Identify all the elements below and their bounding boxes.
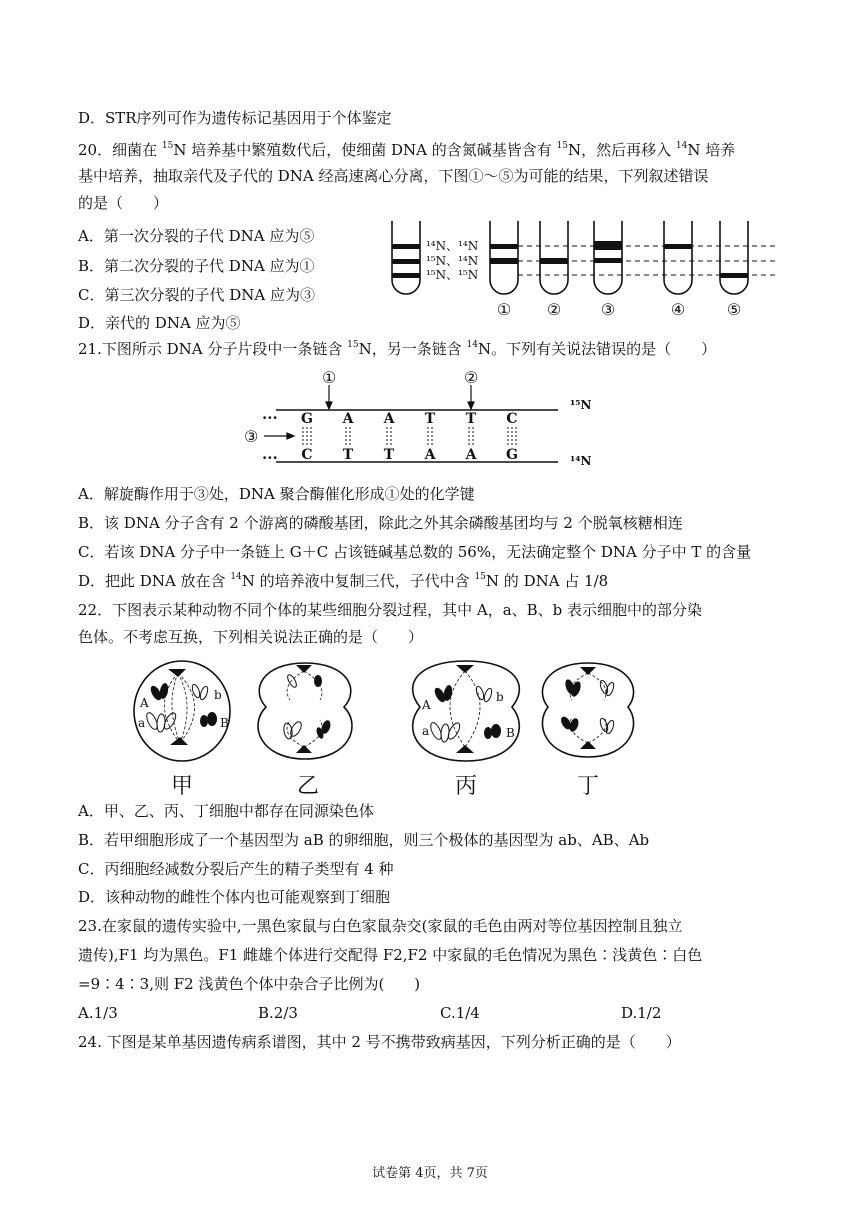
- top-base-4: T: [424, 411, 436, 427]
- dots-top: ···: [262, 409, 278, 427]
- cell-label-bing: 丙: [454, 774, 478, 799]
- gene-b: b: [496, 690, 504, 704]
- q22-option-a: A．甲、乙、丙、丁细胞中都存在同源染色体: [78, 802, 374, 820]
- q21-stem: 21.下图所示 DNA 分子片段中一条链含 $^{15}$N，另一条链含 $^{14}$N。下列有关说法错误的是（ ）: [78, 340, 717, 358]
- cell-yi: [258, 663, 352, 759]
- q19-option-d: D．STR序列可作为遗传标记基因用于个体鉴定: [78, 109, 392, 127]
- band-label-14-14: ¹⁴N、¹⁴N: [426, 239, 479, 253]
- top-base-6: C: [506, 411, 518, 427]
- gene-a: a: [138, 716, 146, 730]
- bottom-base-1: C: [301, 447, 313, 463]
- q23-option-a: A.1/3: [78, 1004, 118, 1022]
- q21-option-b: B．该 DNA 分子含有 2 个游离的磷酸基团，除此之外其余磷酸基团均与 2 个脱氧核糖相连: [78, 514, 683, 532]
- cell-label-jia: 甲: [170, 774, 194, 799]
- cell-ding: [542, 663, 633, 757]
- bottom-base-4: A: [424, 447, 436, 463]
- marker-1: ①: [322, 368, 337, 387]
- top-base-2: A: [342, 411, 354, 427]
- gene-b: b: [214, 688, 222, 702]
- gene-A: A: [140, 696, 149, 710]
- q24-stem: 24. 下图是某单基因遗传病系谱图，其中 2 号不携带致病基因，下列分析正确的是（ ）: [78, 1033, 681, 1051]
- q21-dna-figure: [240, 365, 620, 475]
- gene-B: B: [506, 726, 515, 740]
- tube-label-5: ⑤: [726, 300, 742, 319]
- q20-option-d: D．亲代的 DNA 应为⑤: [78, 314, 241, 332]
- q21-option-a: A．解旋酶作用于③处，DNA 聚合酶催化形成①处的化学键: [78, 485, 475, 503]
- bottom-base-5: A: [465, 447, 477, 463]
- gene-A: A: [422, 698, 431, 712]
- q20-option-b: B．第二次分裂的子代 DNA 应为①: [78, 257, 315, 275]
- q20-option-a: A．第一次分裂的子代 DNA 应为⑤: [78, 227, 315, 245]
- q20-centrifuge-figure: [380, 215, 780, 325]
- q23-option-d: D.1/2: [621, 1004, 662, 1022]
- strand-label-14n: ¹⁴N: [570, 454, 592, 468]
- tube-label-4: ④: [670, 300, 686, 319]
- gene-a: a: [422, 724, 430, 738]
- tube-label-3: ③: [600, 300, 616, 319]
- q22-cell-figure: [130, 655, 650, 800]
- bottom-base-3: T: [383, 447, 395, 463]
- q22-option-b: B．若甲细胞形成了一个基因型为 aB 的卵细胞，则三个极体的基因型为 ab、AB、Ab: [78, 831, 650, 849]
- bottom-base-2: T: [342, 447, 354, 463]
- q20-stem-line1: 20．细菌在 $^{15}$N 培养基中繁殖数代后，使细菌 DNA 的含氮碱基皆含有 $^{15}$N，然后再移入 $^{14}$N 培养: [78, 141, 736, 159]
- cell-jia: [134, 661, 230, 761]
- top-base-1: G: [301, 411, 313, 427]
- marker-2: ②: [464, 368, 479, 387]
- tube-label-1: ①: [496, 300, 512, 319]
- q22-stem-line2: 色体。不考虑互换，下列相关说法正确的是（ ）: [78, 628, 424, 646]
- q23-stem-line3: =9∶4∶3,则 F2 浅黄色个体中杂合子比例为( ): [78, 975, 421, 993]
- q22-option-d: D．该种动物的雌性个体内也可能观察到丁细胞: [78, 888, 391, 906]
- tube-label-2: ②: [546, 300, 562, 319]
- cell-label-yi: 乙: [296, 774, 320, 799]
- strand-label-15n: ¹⁵N: [570, 398, 592, 412]
- q20-option-c: C．第三次分裂的子代 DNA 应为③: [78, 286, 315, 304]
- q21-option-c: C．若该 DNA 分子中一条链上 G＋C 占该链碱基总数的 56%，无法确定整个 DNA 分子中 T 的含量: [78, 543, 752, 561]
- q22-stem-line1: 22．下图表示某种动物不同个体的某些细胞分裂过程，其中 A，a、B、b 表示细胞中的部分染: [78, 601, 703, 619]
- band-label-15-14: ¹⁵N、¹⁴N: [426, 254, 479, 268]
- page-footer: 试卷第 4页，共 7页: [372, 1166, 488, 1181]
- dots-bottom: ···: [262, 449, 278, 467]
- q23-option-b: B.2/3: [258, 1004, 298, 1022]
- q23-stem-line1: 23.在家鼠的遗传实验中,一黑色家鼠与白色家鼠杂交(家鼠的毛色由两对等位基因控制且独立: [78, 917, 683, 935]
- cell-label-ding: 丁: [576, 774, 600, 799]
- q23-stem-line2: 遗传),F1 均为黑色。F1 雌雄个体进行交配得 F2,F2 中家鼠的毛色情况为黑色∶浅黄色∶白色: [78, 946, 703, 964]
- q22-option-c: C．丙细胞经减数分裂后产生的精子类型有 4 种: [78, 860, 394, 878]
- marker-3: ③: [244, 427, 259, 446]
- top-base-3: A: [383, 411, 395, 427]
- gene-B: B: [220, 716, 229, 730]
- q23-option-c: C.1/4: [440, 1004, 480, 1022]
- q21-option-d: D．把此 DNA 放在含 $^{14}$N 的培养液中复制三代，子代中含 $^{15}$N 的 DNA 占 1/8: [78, 572, 609, 590]
- q20-stem-line2: 基中培养，抽取亲代及子代的 DNA 经高速离心分离，下图①～⑤为可能的结果，下列叙述错误: [78, 167, 709, 185]
- top-base-5: T: [465, 411, 477, 427]
- q20-stem-line3: 的是（ ）: [78, 194, 169, 212]
- band-label-15-15: ¹⁵N、¹⁵N: [426, 268, 479, 282]
- bottom-base-6: G: [506, 447, 518, 463]
- cell-bing: [413, 661, 520, 761]
